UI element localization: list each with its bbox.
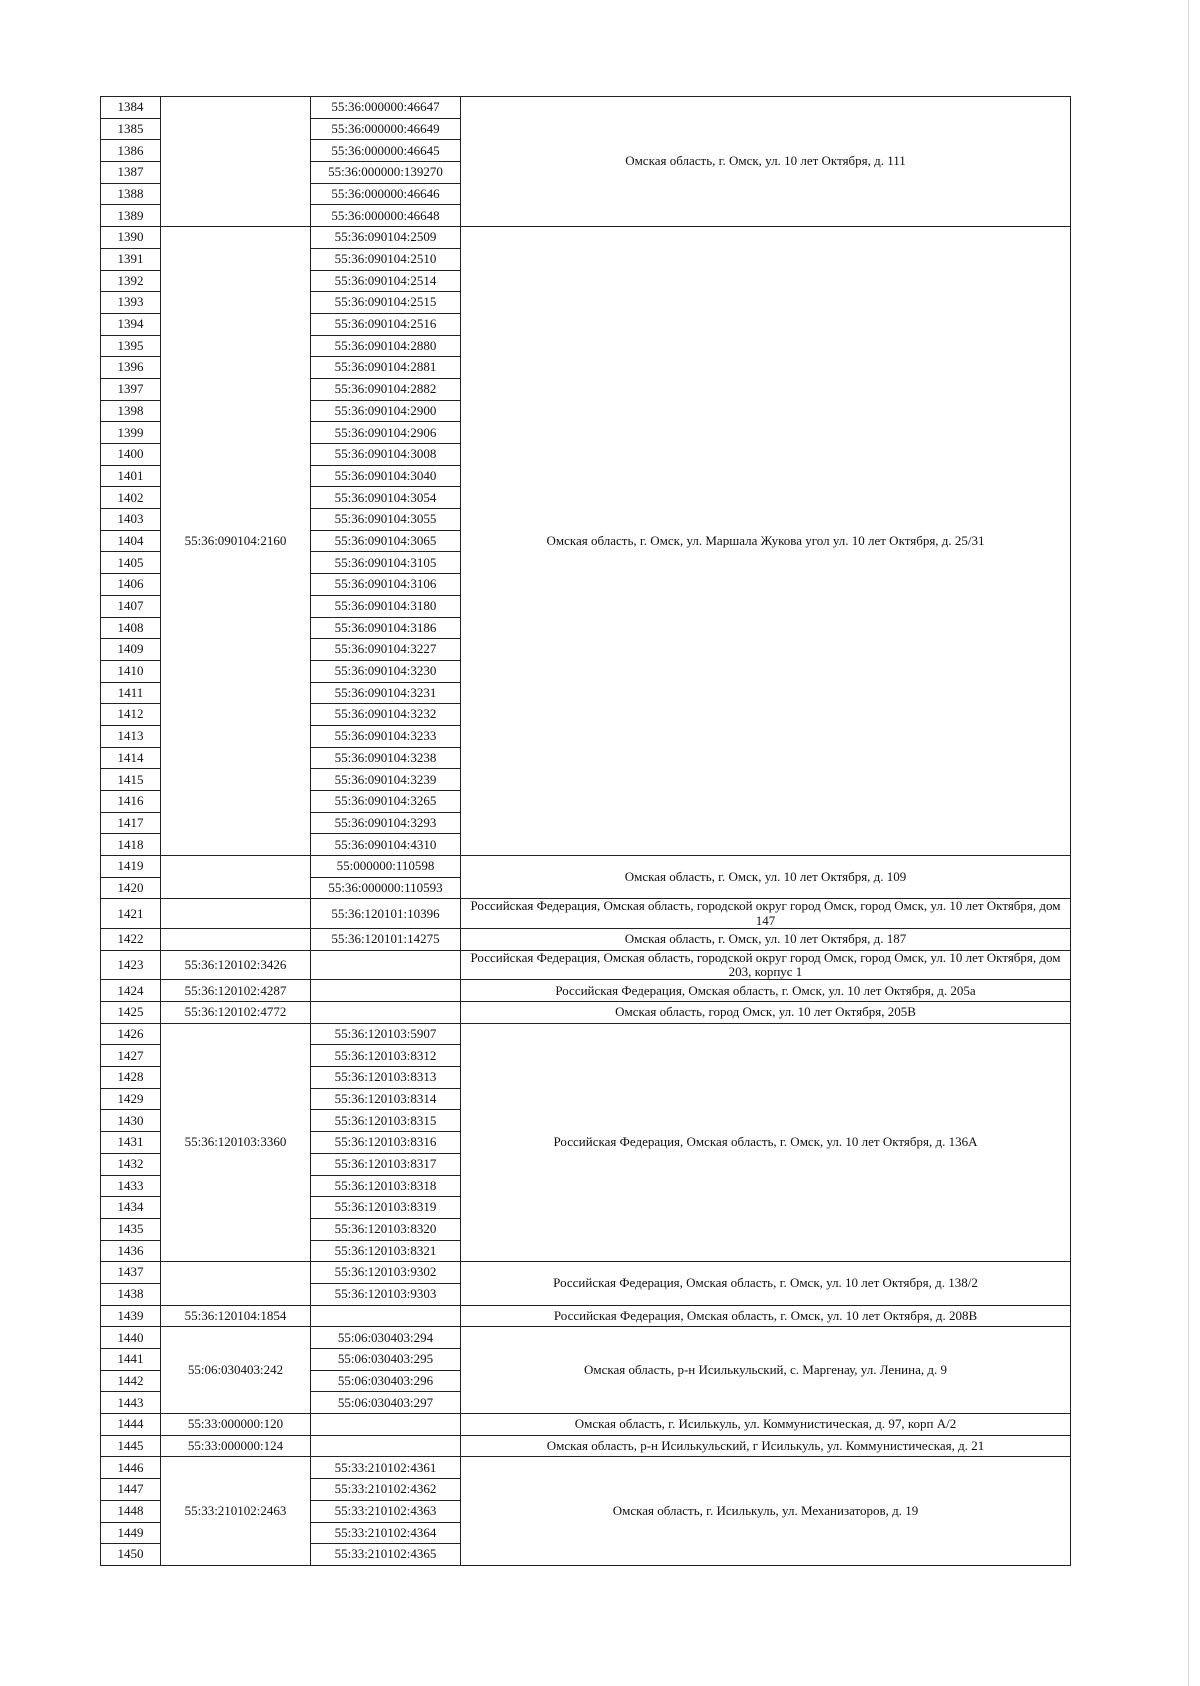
registry-table-body: [101, 97, 1071, 1566]
row-number: 1412: [101, 704, 161, 726]
row-number: 1405: [101, 552, 161, 574]
row-number: 1403: [101, 509, 161, 531]
building-cadastral-number: 55:36:120103:5907: [311, 1023, 461, 1045]
row-number: 1398: [101, 400, 161, 422]
building-cadastral-number: 55:36:000000:46648: [311, 205, 461, 227]
row-number: 1434: [101, 1197, 161, 1219]
building-cadastral-number: 55:36:120101:14275: [311, 929, 461, 951]
building-cadastral-number: 55:36:120101:10396: [311, 899, 461, 929]
building-cadastral-number: [311, 1305, 461, 1327]
parcel-cadastral-number: [161, 1262, 311, 1305]
building-cadastral-number: 55:36:090104:2514: [311, 270, 461, 292]
row-number: 1420: [101, 877, 161, 899]
object-address: Российская Федерация, Омская область, городской округ город Омск, город Омск, ул. 10 лет Октября, дом 147: [461, 899, 1071, 929]
row-number: 1389: [101, 205, 161, 227]
parcel-cadastral-number: 55:33:000000:124: [161, 1435, 311, 1457]
row-number: 1418: [101, 834, 161, 856]
parcel-cadastral-number: 55:36:090104:2160: [161, 227, 311, 856]
table-row: [101, 1327, 1071, 1349]
building-cadastral-number: 55:36:090104:3186: [311, 617, 461, 639]
object-address: Российская Федерация, Омская область, г. Омск, ул. 10 лет Октября, д. 205а: [461, 980, 1071, 1002]
parcel-cadastral-number: 55:33:210102:2463: [161, 1457, 311, 1565]
building-cadastral-number: [311, 1414, 461, 1436]
row-number: 1404: [101, 530, 161, 552]
table-row: [101, 1435, 1071, 1457]
building-cadastral-number: 55:36:000000:46645: [311, 140, 461, 162]
page-edge-mark: [1188, 0, 1189, 1686]
building-cadastral-number: 55:36:090104:2881: [311, 357, 461, 379]
row-number: 1401: [101, 465, 161, 487]
building-cadastral-number: [311, 1435, 461, 1457]
building-cadastral-number: 55:36:090104:3265: [311, 791, 461, 813]
row-number: 1436: [101, 1240, 161, 1262]
building-cadastral-number: 55:36:090104:2906: [311, 422, 461, 444]
table-row: [101, 97, 1071, 119]
object-address: Российская Федерация, Омская область, г. Омск, ул. 10 лет Октября, д. 138/2: [461, 1262, 1071, 1305]
building-cadastral-number: 55:36:120103:8318: [311, 1175, 461, 1197]
row-number: 1428: [101, 1067, 161, 1089]
building-cadastral-number: 55:36:000000:110593: [311, 877, 461, 899]
object-address: Омская область, г. Омск, ул. Маршала Жукова угол ул. 10 лет Октября, д. 25/31: [461, 227, 1071, 856]
building-cadastral-number: 55:06:030403:295: [311, 1349, 461, 1371]
parcel-cadastral-number: 55:36:120102:3426: [161, 950, 311, 980]
row-number: 1438: [101, 1283, 161, 1305]
building-cadastral-number: 55:36:120103:8316: [311, 1132, 461, 1154]
row-number: 1449: [101, 1522, 161, 1544]
building-cadastral-number: 55:36:090104:3055: [311, 509, 461, 531]
row-number: 1414: [101, 747, 161, 769]
row-number: 1417: [101, 812, 161, 834]
registry-table: [100, 96, 1071, 1566]
row-number: 1424: [101, 980, 161, 1002]
object-address: Омская область, г. Исилькуль, ул. Механизаторов, д. 19: [461, 1457, 1071, 1565]
parcel-cadastral-number: [161, 97, 311, 227]
row-number: 1442: [101, 1370, 161, 1392]
table-row: [101, 1262, 1071, 1284]
building-cadastral-number: 55:06:030403:296: [311, 1370, 461, 1392]
building-cadastral-number: 55:36:090104:2880: [311, 335, 461, 357]
building-cadastral-number: 55:36:090104:3105: [311, 552, 461, 574]
building-cadastral-number: 55:36:000000:46646: [311, 183, 461, 205]
building-cadastral-number: 55:36:090104:3233: [311, 725, 461, 747]
row-number: 1416: [101, 791, 161, 813]
building-cadastral-number: 55:36:120103:8314: [311, 1088, 461, 1110]
parcel-cadastral-number: 55:36:120102:4287: [161, 980, 311, 1002]
object-address: Омская область, г. Исилькуль, ул. Коммунистическая, д. 97, корп А/2: [461, 1414, 1071, 1436]
table-row: [101, 1414, 1071, 1436]
building-cadastral-number: 55:36:090104:3065: [311, 530, 461, 552]
building-cadastral-number: 55:36:090104:3227: [311, 639, 461, 661]
building-cadastral-number: 55:36:090104:3230: [311, 660, 461, 682]
table-row: [101, 1305, 1071, 1327]
row-number: 1407: [101, 595, 161, 617]
row-number: 1408: [101, 617, 161, 639]
object-address: Омская область, г. Омск, ул. 10 лет Октября, д. 109: [461, 856, 1071, 899]
building-cadastral-number: 55:36:090104:3040: [311, 465, 461, 487]
building-cadastral-number: 55:36:120103:8313: [311, 1067, 461, 1089]
building-cadastral-number: 55:33:210102:4364: [311, 1522, 461, 1544]
table-row: [101, 899, 1071, 929]
building-cadastral-number: 55:36:090104:3231: [311, 682, 461, 704]
row-number: 1427: [101, 1045, 161, 1067]
building-cadastral-number: 55:36:120103:8312: [311, 1045, 461, 1067]
parcel-cadastral-number: [161, 899, 311, 929]
building-cadastral-number: 55:36:090104:2900: [311, 400, 461, 422]
building-cadastral-number: 55:36:090104:2515: [311, 292, 461, 314]
table-row: [101, 929, 1071, 951]
parcel-cadastral-number: 55:36:120103:3360: [161, 1023, 311, 1262]
building-cadastral-number: 55:36:000000:46649: [311, 118, 461, 140]
row-number: 1437: [101, 1262, 161, 1284]
building-cadastral-number: 55:000000:110598: [311, 856, 461, 878]
table-row: [101, 227, 1071, 249]
row-number: 1385: [101, 118, 161, 140]
table-row: [101, 1457, 1071, 1479]
parcel-cadastral-number: 55:36:120102:4772: [161, 1002, 311, 1024]
building-cadastral-number: 55:36:090104:3106: [311, 574, 461, 596]
row-number: 1399: [101, 422, 161, 444]
building-cadastral-number: 55:36:090104:3232: [311, 704, 461, 726]
building-cadastral-number: 55:36:090104:3238: [311, 747, 461, 769]
row-number: 1402: [101, 487, 161, 509]
row-number: 1444: [101, 1414, 161, 1436]
row-number: 1396: [101, 357, 161, 379]
table-row: [101, 980, 1071, 1002]
building-cadastral-number: [311, 950, 461, 980]
building-cadastral-number: 55:36:090104:3008: [311, 444, 461, 466]
object-address: Омская область, г. Омск, ул. 10 лет Октября, д. 111: [461, 97, 1071, 227]
row-number: 1425: [101, 1002, 161, 1024]
building-cadastral-number: 55:06:030403:297: [311, 1392, 461, 1414]
row-number: 1415: [101, 769, 161, 791]
row-number: 1384: [101, 97, 161, 119]
row-number: 1390: [101, 227, 161, 249]
building-cadastral-number: 55:06:030403:294: [311, 1327, 461, 1349]
building-cadastral-number: 55:36:120103:8321: [311, 1240, 461, 1262]
object-address: Омская область, город Омск, ул. 10 лет Октября, 205В: [461, 1002, 1071, 1024]
building-cadastral-number: 55:36:090104:3239: [311, 769, 461, 791]
building-cadastral-number: 55:36:090104:2516: [311, 313, 461, 335]
building-cadastral-number: 55:36:120103:8315: [311, 1110, 461, 1132]
building-cadastral-number: 55:36:120103:8320: [311, 1218, 461, 1240]
object-address: Российская Федерация, Омская область, г. Омск, ул. 10 лет Октября, д. 208В: [461, 1305, 1071, 1327]
building-cadastral-number: [311, 1002, 461, 1024]
building-cadastral-number: 55:36:000000:46647: [311, 97, 461, 119]
row-number: 1419: [101, 856, 161, 878]
building-cadastral-number: 55:36:120103:9303: [311, 1283, 461, 1305]
row-number: 1433: [101, 1175, 161, 1197]
building-cadastral-number: 55:36:120103:8317: [311, 1153, 461, 1175]
row-number: 1447: [101, 1479, 161, 1501]
object-address: Омская область, р-н Исилькульский, с. Маргенау, ул. Ленина, д. 9: [461, 1327, 1071, 1414]
row-number: 1393: [101, 292, 161, 314]
row-number: 1448: [101, 1500, 161, 1522]
table-row: [101, 856, 1071, 878]
building-cadastral-number: 55:36:090104:2509: [311, 227, 461, 249]
row-number: 1406: [101, 574, 161, 596]
parcel-cadastral-number: 55:36:120104:1854: [161, 1305, 311, 1327]
row-number: 1423: [101, 950, 161, 980]
building-cadastral-number: 55:33:210102:4361: [311, 1457, 461, 1479]
building-cadastral-number: [311, 980, 461, 1002]
object-address: Омская область, г. Омск, ул. 10 лет Октября, д. 187: [461, 929, 1071, 951]
building-cadastral-number: 55:36:090104:3180: [311, 595, 461, 617]
row-number: 1413: [101, 725, 161, 747]
parcel-cadastral-number: 55:33:000000:120: [161, 1414, 311, 1436]
row-number: 1395: [101, 335, 161, 357]
object-address: Омская область, р-н Исилькульский, г Исилькуль, ул. Коммунистическая, д. 21: [461, 1435, 1071, 1457]
row-number: 1439: [101, 1305, 161, 1327]
row-number: 1426: [101, 1023, 161, 1045]
row-number: 1411: [101, 682, 161, 704]
row-number: 1431: [101, 1132, 161, 1154]
row-number: 1440: [101, 1327, 161, 1349]
table-row: [101, 950, 1071, 980]
building-cadastral-number: 55:36:120103:9302: [311, 1262, 461, 1284]
object-address: Российская Федерация, Омская область, г. Омск, ул. 10 лет Октября, д. 136А: [461, 1023, 1071, 1262]
row-number: 1387: [101, 162, 161, 184]
row-number: 1409: [101, 639, 161, 661]
row-number: 1421: [101, 899, 161, 929]
building-cadastral-number: 55:36:090104:3054: [311, 487, 461, 509]
building-cadastral-number: 55:36:090104:4310: [311, 834, 461, 856]
row-number: 1435: [101, 1218, 161, 1240]
row-number: 1391: [101, 248, 161, 270]
building-cadastral-number: 55:36:000000:139270: [311, 162, 461, 184]
table-row: [101, 1002, 1071, 1024]
row-number: 1443: [101, 1392, 161, 1414]
row-number: 1397: [101, 378, 161, 400]
building-cadastral-number: 55:33:210102:4365: [311, 1544, 461, 1566]
building-cadastral-number: 55:36:090104:2882: [311, 378, 461, 400]
building-cadastral-number: 55:33:210102:4362: [311, 1479, 461, 1501]
row-number: 1392: [101, 270, 161, 292]
building-cadastral-number: 55:36:120103:8319: [311, 1197, 461, 1219]
row-number: 1400: [101, 444, 161, 466]
row-number: 1429: [101, 1088, 161, 1110]
building-cadastral-number: 55:36:090104:3293: [311, 812, 461, 834]
parcel-cadastral-number: [161, 929, 311, 951]
row-number: 1410: [101, 660, 161, 682]
row-number: 1386: [101, 140, 161, 162]
row-number: 1445: [101, 1435, 161, 1457]
row-number: 1441: [101, 1349, 161, 1371]
row-number: 1394: [101, 313, 161, 335]
parcel-cadastral-number: [161, 856, 311, 899]
row-number: 1430: [101, 1110, 161, 1132]
row-number: 1446: [101, 1457, 161, 1479]
building-cadastral-number: 55:33:210102:4363: [311, 1500, 461, 1522]
building-cadastral-number: 55:36:090104:2510: [311, 248, 461, 270]
row-number: 1388: [101, 183, 161, 205]
row-number: 1450: [101, 1544, 161, 1566]
object-address: Российская Федерация, Омская область, городской округ город Омск, город Омск, ул. 10 лет Октября, дом 203, корпус 1: [461, 950, 1071, 980]
row-number: 1422: [101, 929, 161, 951]
parcel-cadastral-number: 55:06:030403:242: [161, 1327, 311, 1414]
row-number: 1432: [101, 1153, 161, 1175]
table-row: [101, 1023, 1071, 1045]
